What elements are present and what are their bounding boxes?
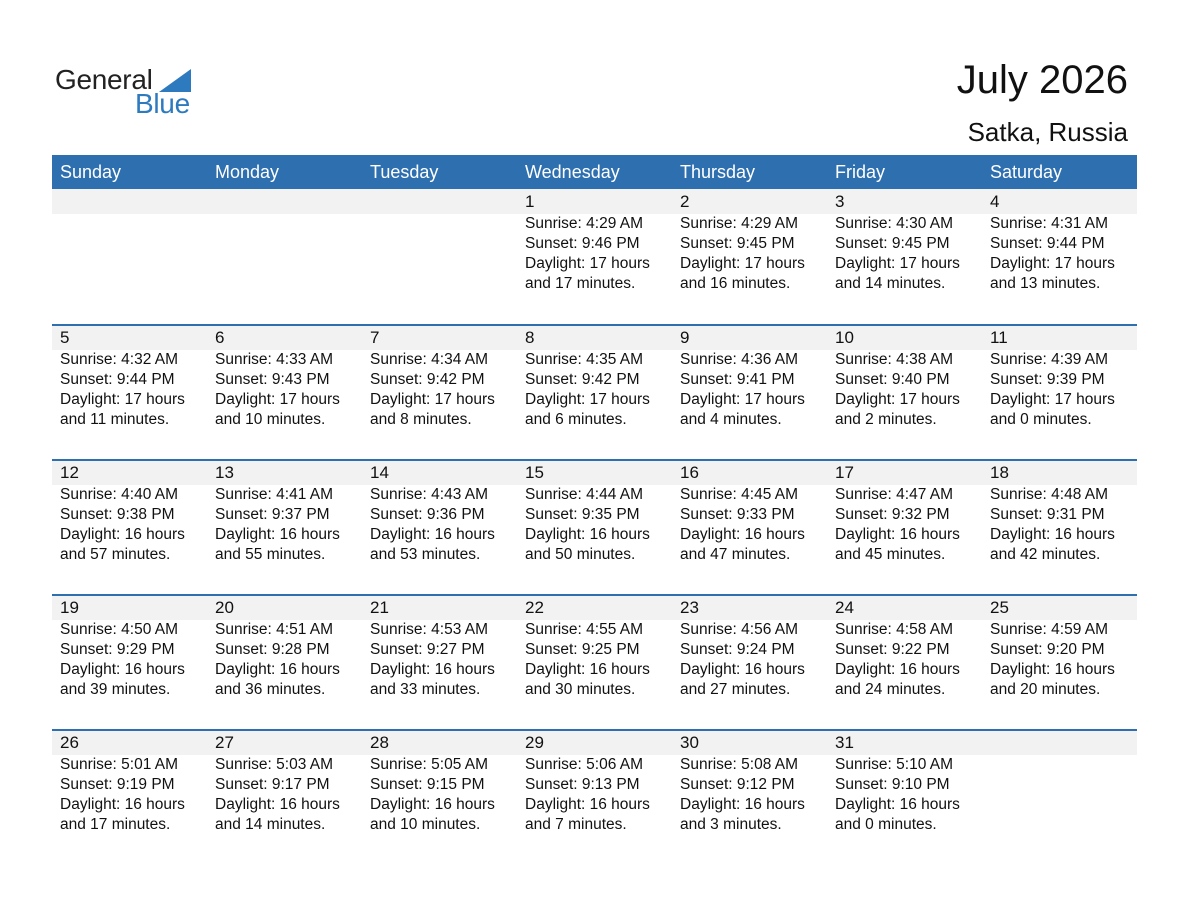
day-cell xyxy=(982,326,1137,430)
daylight-hours: Daylight: 16 hours xyxy=(370,526,495,543)
daylight-hours: Daylight: 16 hours xyxy=(835,526,960,543)
day-cell xyxy=(827,461,982,565)
empty-day-cell xyxy=(982,731,1137,835)
daylight-hours: Daylight: 17 hours xyxy=(60,391,185,408)
sunrise-time: Sunrise: 4:35 AM xyxy=(525,351,644,368)
daylight-hours: Daylight: 16 hours xyxy=(680,796,805,813)
day-cell xyxy=(672,189,827,294)
day-number: 6 xyxy=(215,328,225,347)
sunrise-time: Sunrise: 4:41 AM xyxy=(215,486,334,503)
sunrise-time: Sunrise: 4:47 AM xyxy=(835,486,954,503)
sunrise-time: Sunrise: 4:29 AM xyxy=(525,215,644,232)
sunrise-time: Sunrise: 5:06 AM xyxy=(525,756,644,773)
daylight-minutes: and 53 minutes. xyxy=(370,546,481,563)
day-number: 12 xyxy=(60,463,79,482)
sunset-time: Sunset: 9:22 PM xyxy=(835,641,950,658)
day-cell xyxy=(982,596,1137,700)
sunset-time: Sunset: 9:24 PM xyxy=(680,641,795,658)
sunrise-time: Sunrise: 4:39 AM xyxy=(990,351,1109,368)
calendar xyxy=(52,155,1137,864)
daylight-hours: Daylight: 16 hours xyxy=(370,796,495,813)
sunset-time: Sunset: 9:10 PM xyxy=(835,776,950,793)
daylight-hours: Daylight: 16 hours xyxy=(60,796,185,813)
daylight-hours: Daylight: 17 hours xyxy=(525,391,650,408)
weekday-header xyxy=(52,155,1137,189)
day-cell xyxy=(52,596,207,700)
location-subtitle: Satka, Russia xyxy=(967,117,1128,147)
empty-day-cell xyxy=(362,189,517,294)
day-cell xyxy=(672,326,827,430)
sunset-time: Sunset: 9:20 PM xyxy=(990,641,1105,658)
sunrise-time: Sunrise: 4:38 AM xyxy=(835,351,954,368)
daylight-hours: Daylight: 16 hours xyxy=(525,661,650,678)
day-cell xyxy=(672,731,827,835)
sunrise-time: Sunrise: 4:30 AM xyxy=(835,215,954,232)
sunset-time: Sunset: 9:45 PM xyxy=(835,235,950,252)
daylight-hours: Daylight: 16 hours xyxy=(680,661,805,678)
daylight-minutes: and 7 minutes. xyxy=(525,816,627,833)
daylight-minutes: and 13 minutes. xyxy=(990,275,1101,292)
daylight-hours: Daylight: 16 hours xyxy=(60,661,185,678)
sunrise-time: Sunrise: 4:44 AM xyxy=(525,486,644,503)
day-number: 23 xyxy=(680,598,699,617)
sunset-time: Sunset: 9:38 PM xyxy=(60,506,175,523)
day-cell xyxy=(982,461,1137,565)
day-number: 3 xyxy=(835,192,845,211)
calendar-week xyxy=(52,594,1137,729)
weekday-thursday: Thursday xyxy=(680,162,756,182)
calendar-week xyxy=(52,459,1137,594)
daylight-minutes: and 47 minutes. xyxy=(680,546,791,563)
week-days xyxy=(52,731,1137,835)
sunrise-time: Sunrise: 4:36 AM xyxy=(680,351,799,368)
week-days xyxy=(52,326,1137,430)
day-cell xyxy=(517,326,672,430)
day-cell xyxy=(207,596,362,700)
calendar-week xyxy=(52,189,1137,324)
daylight-hours: Daylight: 16 hours xyxy=(835,796,960,813)
daylight-minutes: and 16 minutes. xyxy=(680,275,791,292)
sunrise-time: Sunrise: 4:32 AM xyxy=(60,351,179,368)
sunrise-time: Sunrise: 5:08 AM xyxy=(680,756,799,773)
daylight-hours: Daylight: 17 hours xyxy=(680,255,805,272)
day-number: 5 xyxy=(60,328,70,347)
sunset-time: Sunset: 9:28 PM xyxy=(215,641,330,658)
day-cell xyxy=(517,461,672,565)
sunset-time: Sunset: 9:36 PM xyxy=(370,506,485,523)
daylight-hours: Daylight: 16 hours xyxy=(680,526,805,543)
day-cell xyxy=(827,189,982,294)
sunset-time: Sunset: 9:17 PM xyxy=(215,776,330,793)
daylight-hours: Daylight: 16 hours xyxy=(215,526,340,543)
sunrise-time: Sunrise: 4:56 AM xyxy=(680,621,799,638)
daylight-hours: Daylight: 17 hours xyxy=(370,391,495,408)
daylight-hours: Daylight: 16 hours xyxy=(835,661,960,678)
daylight-minutes: and 10 minutes. xyxy=(215,411,326,428)
day-number: 30 xyxy=(680,733,699,752)
daylight-hours: Daylight: 17 hours xyxy=(990,255,1115,272)
day-number: 26 xyxy=(60,733,79,752)
sunset-time: Sunset: 9:32 PM xyxy=(835,506,950,523)
sunrise-time: Sunrise: 4:59 AM xyxy=(990,621,1109,638)
daylight-hours: Daylight: 16 hours xyxy=(990,661,1115,678)
daylight-minutes: and 14 minutes. xyxy=(215,816,326,833)
sunset-time: Sunset: 9:40 PM xyxy=(835,371,950,388)
day-cell xyxy=(672,596,827,700)
sunrise-time: Sunrise: 4:29 AM xyxy=(680,215,799,232)
empty-day-cell xyxy=(207,189,362,294)
sunrise-time: Sunrise: 4:58 AM xyxy=(835,621,954,638)
day-cell xyxy=(52,326,207,430)
sunset-time: Sunset: 9:13 PM xyxy=(525,776,640,793)
daylight-hours: Daylight: 17 hours xyxy=(680,391,805,408)
day-number: 27 xyxy=(215,733,234,752)
sunset-time: Sunset: 9:19 PM xyxy=(60,776,175,793)
sunset-time: Sunset: 9:42 PM xyxy=(525,371,640,388)
daylight-minutes: and 17 minutes. xyxy=(60,816,171,833)
daylight-minutes: and 6 minutes. xyxy=(525,411,627,428)
day-number: 24 xyxy=(835,598,854,617)
day-number: 10 xyxy=(835,328,854,347)
daylight-hours: Daylight: 17 hours xyxy=(215,391,340,408)
day-number: 7 xyxy=(370,328,380,347)
page-title: July 2026 xyxy=(956,58,1128,102)
sunset-time: Sunset: 9:46 PM xyxy=(525,235,640,252)
sunrise-time: Sunrise: 5:01 AM xyxy=(60,756,179,773)
daylight-minutes: and 17 minutes. xyxy=(525,275,636,292)
sunrise-time: Sunrise: 4:33 AM xyxy=(215,351,334,368)
daylight-minutes: and 57 minutes. xyxy=(60,546,171,563)
logo-word-general: General xyxy=(55,64,153,95)
sunrise-time: Sunrise: 4:53 AM xyxy=(370,621,489,638)
day-cell xyxy=(362,326,517,430)
day-cell xyxy=(517,731,672,835)
day-cell xyxy=(362,596,517,700)
generalblue-logo xyxy=(55,64,205,120)
day-cell xyxy=(207,326,362,430)
day-cell xyxy=(362,461,517,565)
day-number: 15 xyxy=(525,463,544,482)
day-number: 29 xyxy=(525,733,544,752)
daylight-minutes: and 11 minutes. xyxy=(60,411,170,428)
sunrise-time: Sunrise: 5:05 AM xyxy=(370,756,489,773)
sunset-time: Sunset: 9:15 PM xyxy=(370,776,485,793)
daylight-hours: Daylight: 16 hours xyxy=(525,526,650,543)
daylight-minutes: and 36 minutes. xyxy=(215,681,326,698)
day-cell xyxy=(517,596,672,700)
sunrise-time: Sunrise: 4:45 AM xyxy=(680,486,799,503)
daylight-minutes: and 30 minutes. xyxy=(525,681,636,698)
sunset-time: Sunset: 9:44 PM xyxy=(990,235,1105,252)
day-number: 1 xyxy=(525,192,535,211)
daylight-minutes: and 50 minutes. xyxy=(525,546,636,563)
day-number: 18 xyxy=(990,463,1009,482)
daylight-minutes: and 27 minutes. xyxy=(680,681,791,698)
sunset-time: Sunset: 9:42 PM xyxy=(370,371,485,388)
daylight-minutes: and 45 minutes. xyxy=(835,546,946,563)
day-number: 16 xyxy=(680,463,699,482)
week-days xyxy=(52,461,1137,565)
daylight-minutes: and 4 minutes. xyxy=(680,411,782,428)
weekday-monday: Monday xyxy=(215,162,280,182)
day-number: 25 xyxy=(990,598,1009,617)
daylight-hours: Daylight: 16 hours xyxy=(370,661,495,678)
weekday-saturday: Saturday xyxy=(990,162,1063,182)
day-cell xyxy=(982,189,1137,294)
day-number: 11 xyxy=(990,328,1008,347)
daylight-minutes: and 20 minutes. xyxy=(990,681,1101,698)
week-days xyxy=(52,189,1137,294)
daylight-hours: Daylight: 16 hours xyxy=(60,526,185,543)
daylight-minutes: and 24 minutes. xyxy=(835,681,946,698)
day-cell xyxy=(827,596,982,700)
sunset-time: Sunset: 9:12 PM xyxy=(680,776,795,793)
day-number: 20 xyxy=(215,598,234,617)
daylight-hours: Daylight: 17 hours xyxy=(525,255,650,272)
daylight-minutes: and 14 minutes. xyxy=(835,275,946,292)
calendar-week xyxy=(52,324,1137,459)
day-number: 8 xyxy=(525,328,535,347)
sunrise-time: Sunrise: 4:31 AM xyxy=(990,215,1109,232)
daylight-minutes: and 0 minutes. xyxy=(990,411,1092,428)
sunrise-time: Sunrise: 4:34 AM xyxy=(370,351,489,368)
day-number: 19 xyxy=(60,598,79,617)
sunset-time: Sunset: 9:37 PM xyxy=(215,506,330,523)
daylight-minutes: and 0 minutes. xyxy=(835,816,937,833)
sunset-time: Sunset: 9:31 PM xyxy=(990,506,1105,523)
daylight-hours: Daylight: 16 hours xyxy=(525,796,650,813)
day-cell xyxy=(207,731,362,835)
day-number: 2 xyxy=(680,192,690,211)
day-number: 4 xyxy=(990,192,1000,211)
daylight-minutes: and 42 minutes. xyxy=(990,546,1101,563)
sunrise-time: Sunrise: 4:51 AM xyxy=(215,621,334,638)
daylight-minutes: and 8 minutes. xyxy=(370,411,472,428)
sunset-time: Sunset: 9:44 PM xyxy=(60,371,175,388)
sunset-time: Sunset: 9:45 PM xyxy=(680,235,795,252)
sunrise-time: Sunrise: 5:10 AM xyxy=(835,756,954,773)
sunrise-time: Sunrise: 4:48 AM xyxy=(990,486,1109,503)
day-number: 14 xyxy=(370,463,389,482)
empty-day-cell xyxy=(52,189,207,294)
weekday-wednesday: Wednesday xyxy=(525,162,620,182)
week-days xyxy=(52,596,1137,700)
sunset-time: Sunset: 9:33 PM xyxy=(680,506,795,523)
daylight-minutes: and 33 minutes. xyxy=(370,681,481,698)
day-cell xyxy=(672,461,827,565)
calendar-weeks xyxy=(52,189,1137,864)
sunset-time: Sunset: 9:41 PM xyxy=(680,371,795,388)
day-number: 9 xyxy=(680,328,690,347)
day-number: 17 xyxy=(835,463,854,482)
sunset-time: Sunset: 9:43 PM xyxy=(215,371,330,388)
day-cell xyxy=(827,731,982,835)
weekday-tuesday: Tuesday xyxy=(370,162,439,182)
day-cell xyxy=(207,461,362,565)
sunset-time: Sunset: 9:35 PM xyxy=(525,506,640,523)
daylight-hours: Daylight: 16 hours xyxy=(990,526,1115,543)
day-number: 22 xyxy=(525,598,544,617)
sunrise-time: Sunrise: 4:50 AM xyxy=(60,621,179,638)
sunset-time: Sunset: 9:39 PM xyxy=(990,371,1105,388)
daylight-minutes: and 2 minutes. xyxy=(835,411,937,428)
day-cell xyxy=(827,326,982,430)
daylight-minutes: and 39 minutes. xyxy=(60,681,171,698)
sunrise-time: Sunrise: 4:55 AM xyxy=(525,621,644,638)
daylight-hours: Daylight: 16 hours xyxy=(215,796,340,813)
day-cell xyxy=(362,731,517,835)
daylight-hours: Daylight: 17 hours xyxy=(835,255,960,272)
weekday-friday: Friday xyxy=(835,162,886,182)
day-number: 21 xyxy=(370,598,389,617)
sunset-time: Sunset: 9:27 PM xyxy=(370,641,485,658)
sunrise-time: Sunrise: 5:03 AM xyxy=(215,756,334,773)
calendar-week xyxy=(52,729,1137,864)
day-cell xyxy=(517,189,672,294)
day-cell xyxy=(52,461,207,565)
logo-word-blue: Blue xyxy=(135,88,190,119)
daylight-hours: Daylight: 17 hours xyxy=(835,391,960,408)
daylight-minutes: and 3 minutes. xyxy=(680,816,782,833)
sunrise-time: Sunrise: 4:43 AM xyxy=(370,486,489,503)
day-cell xyxy=(52,731,207,835)
sunset-time: Sunset: 9:25 PM xyxy=(525,641,640,658)
daylight-hours: Daylight: 17 hours xyxy=(990,391,1115,408)
day-number: 31 xyxy=(835,733,854,752)
daylight-hours: Daylight: 16 hours xyxy=(215,661,340,678)
daylight-minutes: and 55 minutes. xyxy=(215,546,326,563)
daylight-minutes: and 10 minutes. xyxy=(370,816,481,833)
sunset-time: Sunset: 9:29 PM xyxy=(60,641,175,658)
day-number: 13 xyxy=(215,463,234,482)
day-number: 28 xyxy=(370,733,389,752)
sunrise-time: Sunrise: 4:40 AM xyxy=(60,486,179,503)
weekday-sunday: Sunday xyxy=(60,162,122,182)
